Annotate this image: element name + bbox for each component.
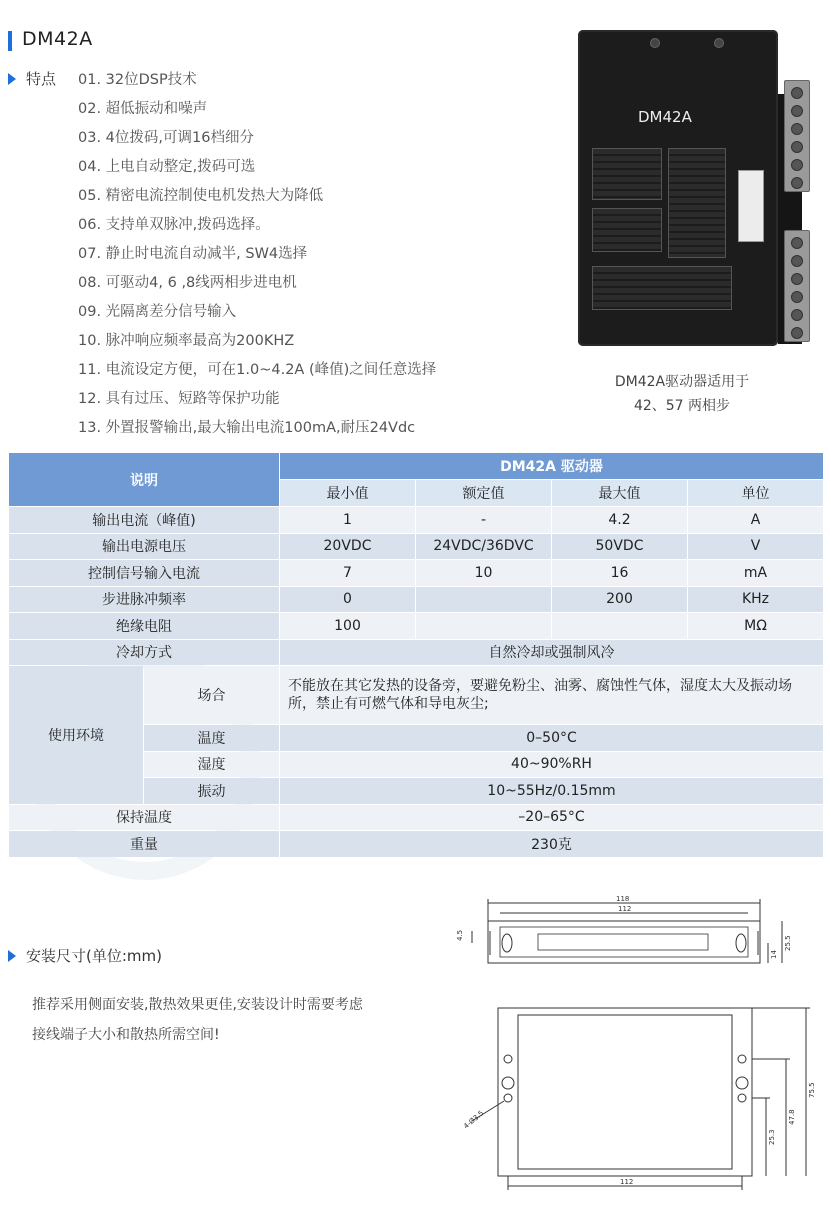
cell-rated: - (416, 507, 551, 533)
row-label: 绝缘电阻 (9, 613, 279, 639)
table-row (9, 805, 823, 831)
front-view-inner (518, 1015, 732, 1169)
install-heading (8, 945, 162, 966)
dim-text: 75.5 (808, 1082, 816, 1098)
caption-line: 42、57 两相步 (633, 398, 731, 414)
mount-hole (736, 1077, 748, 1089)
driver-body (578, 30, 778, 346)
screw-icon (791, 141, 803, 153)
screw-icon (791, 309, 803, 321)
table-row (9, 640, 823, 666)
cooling-value: 自然冷却或强制风冷 (280, 640, 823, 666)
screw-icon (791, 87, 803, 99)
dim-text: 112 (618, 905, 632, 913)
weight-label: 重量 (9, 831, 279, 857)
table-row (9, 613, 823, 639)
mount-hole (738, 1094, 746, 1102)
dim-text: 4.5 (456, 929, 464, 941)
env-temp-value: 0–50°C (280, 725, 823, 751)
dip-switch (738, 170, 764, 242)
mount-hole (504, 1055, 512, 1063)
table-row (9, 453, 823, 479)
dim-text: 118 (616, 895, 630, 903)
cell-min: 1 (280, 507, 415, 533)
table-row (9, 587, 823, 613)
cell-unit: KHz (688, 587, 823, 613)
env-place-label: 场合 (144, 666, 279, 724)
table-row (9, 666, 823, 724)
filter-table-print (592, 208, 662, 252)
current-table-print (592, 148, 662, 200)
device-model-label: DM42A (638, 108, 692, 126)
cell-min: 20VDC (280, 534, 415, 560)
env-hum-value: 40~90%RH (280, 752, 823, 778)
feature-item: 10. 脉冲响应频率最高为200KHZ (78, 333, 295, 349)
signal-terminal-block (784, 80, 810, 192)
feature-item: 09. 光隔离差分信号输入 (78, 304, 237, 320)
row-label: 控制信号输入电流 (9, 560, 279, 586)
led-indicator (650, 38, 660, 48)
product-image (578, 24, 820, 346)
screw-icon (791, 255, 803, 267)
feature-item: 02. 超低振动和噪声 (78, 101, 208, 117)
install-heading-text: 安装尺寸(单位:mm) (26, 947, 162, 965)
cell-rated (416, 587, 551, 613)
screw-icon (791, 123, 803, 135)
feature-item: 07. 静止时电流自动减半, SW4选择 (78, 246, 308, 262)
screw-icon (791, 177, 803, 189)
cell-max: 16 (552, 560, 687, 586)
dim-text: 112 (620, 1178, 634, 1186)
env-vib-label: 振动 (144, 778, 279, 804)
triangle-bullet-icon (8, 950, 16, 962)
features-list (78, 66, 436, 443)
features-label: 特点 (26, 70, 57, 88)
feature-item: 11. 电流设定方便，可在1.0~4.2A (峰值)之间任意选择 (78, 362, 437, 378)
screw-icon (791, 159, 803, 171)
page-title: DM42A (22, 28, 93, 50)
dim-text: 25.5 (784, 935, 792, 951)
header-rated: 额定值 (416, 480, 551, 506)
env-temp-label: 温度 (144, 725, 279, 751)
table-row (9, 507, 823, 533)
features-heading (8, 68, 56, 89)
dim-text: 47.8 (788, 1109, 796, 1125)
cell-rated: 24VDC/36DVC (416, 534, 551, 560)
dim-text: 14 (770, 950, 778, 959)
screw-icon (791, 273, 803, 285)
title-accent-bar (8, 31, 12, 51)
screw-icon (791, 237, 803, 249)
cell-max: 50VDC (552, 534, 687, 560)
row-label: 输出电源电压 (9, 534, 279, 560)
cell-max (552, 613, 687, 639)
feature-item: 12. 具有过压、短路等保护功能 (78, 391, 280, 407)
led-indicator (714, 38, 724, 48)
row-label: 步进脉冲频率 (9, 587, 279, 613)
dimension-drawing (410, 893, 820, 1193)
pulse-table-print (668, 148, 726, 258)
top-view-inner (500, 927, 748, 957)
table-row (9, 560, 823, 586)
feature-item: 01. 32位DSP技术 (78, 72, 197, 88)
cell-unit: MΩ (688, 613, 823, 639)
env-label: 使用环境 (9, 666, 143, 804)
mount-hole (738, 1055, 746, 1063)
header-max: 最大值 (552, 480, 687, 506)
env-vib-value: 10~55Hz/0.15mm (280, 778, 823, 804)
env-place-value: 不能放在其它发热的设备旁，要避免粉尘、油雾、腐蚀性气体，湿度太大及振动场所，禁止有可燃气体和导电灰尘; (280, 666, 823, 724)
row-label: 冷却方式 (9, 640, 279, 666)
install-note: 推荐采用侧面安装,散热效果更佳,安装设计时需要考虑接线端子大小和散热所需空间! (32, 997, 363, 1043)
feature-item: 05. 精密电流控制使电机发热大为降低 (78, 188, 324, 204)
screw-icon (791, 105, 803, 117)
cell-unit: V (688, 534, 823, 560)
cell-unit: A (688, 507, 823, 533)
feature-item: 06. 支持单双脉冲,拨码选择。 (78, 217, 270, 233)
dim-text: 4-Ø3.5 (462, 1109, 486, 1131)
header-min: 最小值 (280, 480, 415, 506)
mode-table-print (592, 266, 732, 310)
caption-line: DM42A驱动器适用于 (614, 374, 750, 390)
feature-item: 04. 上电自动整定,拨码可选 (78, 159, 256, 175)
cell-min: 7 (280, 560, 415, 586)
mount-slot-right (736, 934, 746, 952)
front-view-outline (498, 1008, 752, 1176)
power-terminal-block (784, 230, 810, 342)
row-label: 输出电流（峰值) (9, 507, 279, 533)
cell-rated: 10 (416, 560, 551, 586)
screw-icon (791, 327, 803, 339)
mount-hole (502, 1077, 514, 1089)
cell-max: 4.2 (552, 507, 687, 533)
storage-value: –20–65°C (280, 805, 823, 831)
feature-item: 03. 4位拨码,可调16档细分 (78, 130, 254, 146)
dim-text: 25.3 (768, 1129, 776, 1145)
cell-unit: mA (688, 560, 823, 586)
header-unit: 单位 (688, 480, 823, 506)
top-view-slot (538, 934, 708, 950)
mount-hole (504, 1094, 512, 1102)
feature-item: 13. 外置报警输出,最大输出电流100mA,耐压24Vdc (78, 420, 416, 436)
cell-min: 0 (280, 587, 415, 613)
cell-min: 100 (280, 613, 415, 639)
spec-table (8, 452, 824, 858)
cell-max: 200 (552, 587, 687, 613)
table-row (9, 534, 823, 560)
feature-item: 08. 可驱动4, 6 ,8线两相步进电机 (78, 275, 297, 291)
table-row (9, 831, 823, 857)
screw-icon (791, 291, 803, 303)
header-desc: 说明 (9, 453, 279, 506)
weight-value: 230克 (280, 831, 823, 857)
cell-rated (416, 613, 551, 639)
mount-slot-left (502, 934, 512, 952)
storage-label: 保持温度 (9, 805, 279, 831)
env-hum-label: 湿度 (144, 752, 279, 778)
header-group: DM42A 驱动器 (280, 453, 823, 479)
product-caption (582, 370, 782, 418)
triangle-bullet-icon (8, 73, 16, 85)
